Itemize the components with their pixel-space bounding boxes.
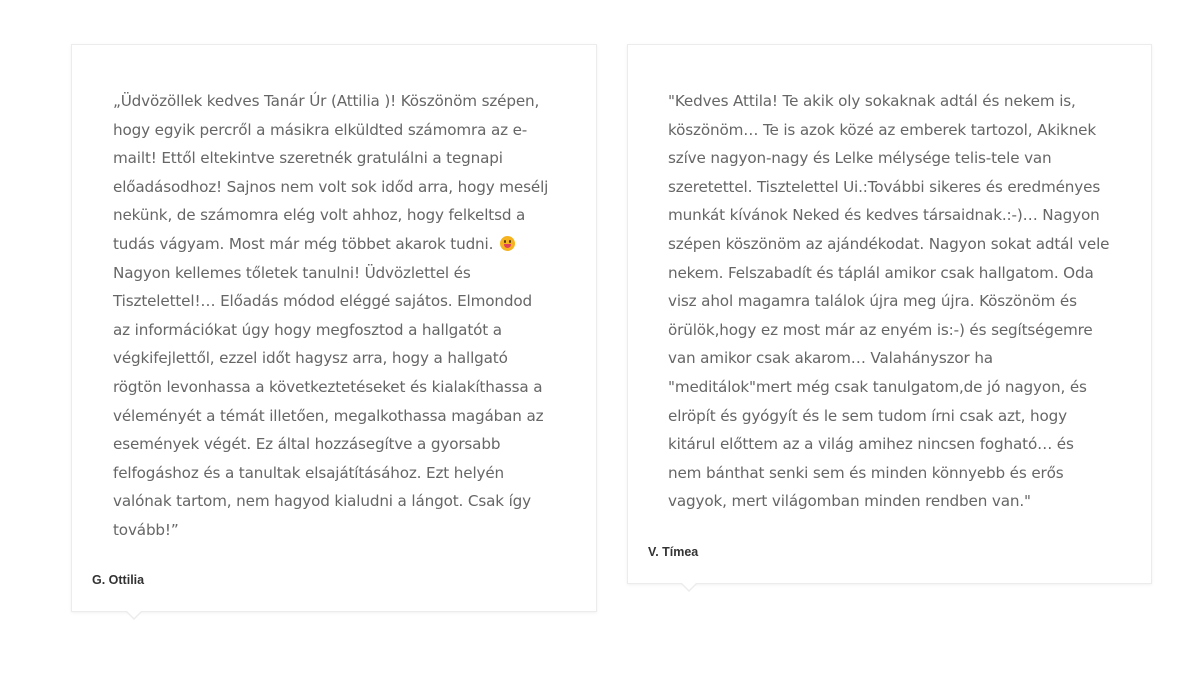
testimonial-author: V. Tímea xyxy=(648,545,699,559)
quote-text-part-2: Nagyon kellemes tőletek tanulni! Üdvözlettel és Tisztelettel!… Előadás módod eléggé sajátos. Elmondod az információkat úgy hogy megfosztod a hallgatót a végkifejlettől, ezzel időt hagysz arra, hogy a hallgató rögtön levonhassa a következtetéseket és kialakíthassa a véleményét a témát illetően, megalkothassa magában az események végét. Ez által hozzásegítve a gyorsabb felfogáshoz és a tanultak elsajátításához. Ezt helyén valónak tartom, nem hagyod kialudni a lángot. Csak így tovább!” xyxy=(113,263,544,539)
testimonial-author: G. Ottilia xyxy=(92,573,145,587)
quote-text-part-1: „Üdvözöllek kedves Tanár Úr (Attilia )! Köszönöm szépen, hogy egyik percről a másikra elküldted számomra az e-mailt! Ettől eltekintve szeretnék gratulálni a tegnapi előadásodhoz! Sajnos nem volt sok időd arra, hogy mesélj nekünk, de számomra elég volt ahhoz, hogy felkeltsd a tudás vágyam. Most már még többet akarok tudni. xyxy=(113,92,549,253)
tongue-out-face-icon xyxy=(500,236,515,251)
speech-pointer xyxy=(125,611,143,620)
testimonial-quote xyxy=(113,87,552,545)
testimonial-quote: "Kedves Attila! Te akik oly sokaknak adtál és nekem is, köszönöm… Te is azok közé az emberek tartozol, Akiknek szíve nagyon-nagy és Lelke mélysége telis-tele van szeretettel. Tisztelettel Ui.:További sikeres és eredményes munkát kívánok Neked és kedves társaidnak.:-)… Nagyon szépen köszönöm az ajándékodat. Nagyon sokat adtál vele nekem. Felszabadít és táplál amikor csak hallgatom. Oda visz ahol magamra találok újra meg újra. Köszönöm és örülök,hogy ez most már az enyém is:-) és segítségemre van amikor csak akarom… Valahányszor ha "meditálok"mert még csak tanulgatom,de jó nagyon, és elröpít és gyógyít és le sem tudom írni csak azt, hogy kitárul előttem az a világ amihez nincsen fogható… és nem bánthat senki sem és minden könnyebb és erős vagyok, mert világomban minden rendben van." xyxy=(668,92,1110,511)
speech-pointer xyxy=(680,583,698,592)
testimonial-card-1 xyxy=(71,44,597,612)
testimonial-card-2 xyxy=(627,44,1152,584)
